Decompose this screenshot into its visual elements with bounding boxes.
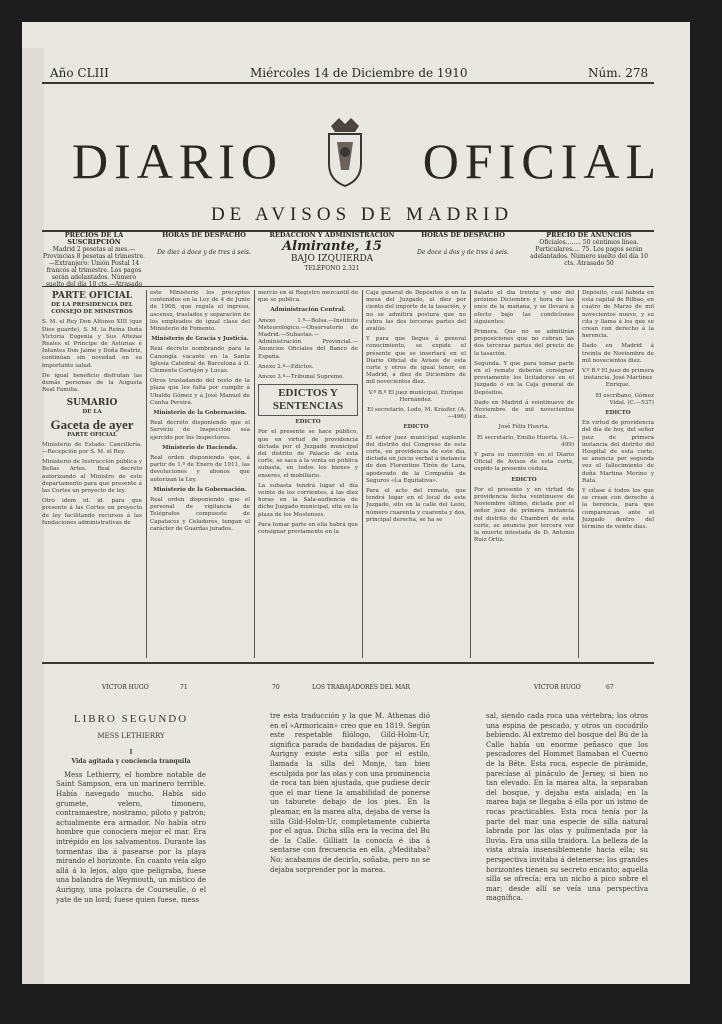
- libro-title: LIBRO SEGUNDO: [73, 713, 189, 725]
- c4-p2: Y para que llegue á general conocimiento, se expide el presente que se insertará en el Diario Oficial de Avisos de esta corte y otros de igual tenor, en Madrid, á diez de Diciembre de mil novecientos diez.: [366, 336, 466, 386]
- number-label: Núm. 278: [588, 66, 649, 80]
- c6-p5: En virtud de providencia del día de hoy, del señor juez de primera instancia del distrito del Hospital de esta corte, se anuncia por segunda vez el fallecimiento de doña Martina Merino y Rata.: [582, 420, 654, 484]
- editorial-title: REDACCIÓN Y ADMINISTRACIÓN: [269, 232, 395, 239]
- c5-p4: Dado en Madrid á veintinueve de Noviembre de mil novecientos diez.: [474, 399, 574, 421]
- folletin-column-3: [486, 712, 648, 984]
- c5-p2: Primera. Que no se admitirán proposiciones que no cubran las dos terceras partes del precio de la tasación.: [474, 329, 574, 357]
- column-2: [150, 290, 250, 660]
- hours-left-box: [152, 232, 256, 286]
- c4-p3: V.º B.º El juez municipal, Enrique Hernández.: [368, 389, 464, 403]
- c5-p7: Y para su inserción en el Diario Oficial de Avisos de esta corte, expido la presente cédula.: [474, 452, 574, 473]
- c5-p6: El secretario, Emilio Huerta. (A.—499): [476, 434, 574, 448]
- gaceta-heading: Gaceta de ayer: [50, 416, 134, 432]
- masthead-subtitle: DE AVISOS DE MADRID: [210, 204, 514, 225]
- editorial-phone: TELÉFONO 2.321: [304, 265, 360, 272]
- c5-p5: José Félix Huerta.: [498, 424, 550, 431]
- c3-h1: Administración Central.: [270, 307, 346, 314]
- ads-text: Oficiales........ 50 céntimos línea. Particulares.... 75. Los pagos serán adelantados. Número suelto del día 10 cts. Atrasado 50: [530, 239, 648, 267]
- c6-p6: Y cítase á todos los que se crean con derecho á la herencia, para que comparezcan ante el Juzgado dentro del término de veinte días.: [582, 488, 654, 531]
- c6-p3: V.º B.º El juez de primera instancia, José Martínez Enrique.: [582, 368, 654, 389]
- c3-p3: Anexo 2.º—Edictos.: [258, 363, 314, 370]
- editorial-box: [262, 232, 402, 286]
- c1-p4: Ministerio de Instrucción pública y Bellas Artes. Real decreto autorizando al Ministro de este departamento para que presente á las Cortes un proyecto de ley.: [42, 459, 142, 495]
- masthead-left: DIARIO: [72, 133, 283, 189]
- hours-right-box: [408, 232, 518, 286]
- column-3: [258, 290, 358, 660]
- date-label: Miércoles 14 de Diciembre de 1910: [250, 66, 468, 80]
- hours-right-title: HORAS DE DESPACHO: [421, 232, 505, 239]
- folletin-text-3: sal, siendo cada roca una vértebra; los otros una espina de pescado, y otros un cocodrilo bebiendo. Al extremo del bosque del Bú de la Calle había un enorme peñasco que los pescadores del Hommet llamaban el Cuerno de la Bête. Esta roca, especie de pirámide, parecíase al pináculo de Jersey, si bien no tan elevado. En la marea alta, la separaban del bosque, y dejaba esta aislada; en la marea baja se llegaba á ella por un istmo de rocas practicables. Esta roca tenía por la parte del mar una especie de silla natural labrada por las olas y pulimentada por la lluvia. Era una silla traidora. La belleza de la vista atraía insensiblemente hacia ella; su perspectiva invitaba á detenerse; los grandes horizontes tienen su secreto encanto; aquella silla se ofrecía; era un nicho á pico sobre el mar; desde allí se veía una perspectiva magnífica.: [486, 712, 648, 903]
- c5-edicto: EDICTO: [511, 476, 537, 483]
- column-separator: [146, 290, 147, 658]
- prices-box: [42, 232, 146, 286]
- coat-of-arms-icon: [319, 112, 371, 192]
- page-mid: 70: [272, 684, 280, 691]
- folletin-rule: [42, 662, 654, 664]
- c3-p4: Anexo 3.º—Tribunal Supremo.: [258, 374, 345, 381]
- c2-p3: Otros trasladando del resto de la plaza que les falta por cumplir á Ubaldo Gómez y á José Manuel de Cunha Pereira.: [150, 378, 250, 406]
- column-separator: [254, 290, 255, 658]
- c3-p1: mercio en el Registro mercantil de que se publica.: [258, 290, 358, 304]
- c6-p2: Dado en Madrid á treinta de Noviembre de mil novecientos diez.: [582, 343, 654, 364]
- newspaper-page: [22, 22, 690, 984]
- c4-p5: El señor juez municipal suplente del distrito del Congreso de esta corte, en providencia de este día, dictada en juicio verbal á instancia de don Florentino Tirón de Lara, apoderado de la Compañía de Seguros «La Equitativa».: [366, 434, 466, 484]
- column-separator: [578, 290, 579, 658]
- header-rule: [42, 82, 654, 84]
- c3-edicto: EDICTO: [295, 419, 321, 426]
- c5-p3: Segunda. Y que para tomar parte en el remate deberán consignar previamente los licitadores en el Juzgado ó en la Caja general de Depósitos.: [474, 360, 574, 396]
- c5-p1: ñalado el día treinta y uno del próximo Diciembre y hora de las once de la mañana, y se llevará á efecto bajo las condiciones siguientes:: [474, 290, 574, 325]
- c2-p1: este Ministerio los preceptos contenidos en la Ley de 4 de Junio de 1908, que regula el ingreso, ascenso, traslados y separación de los empleados de igual clase del Ministerio de Fomento.: [150, 290, 250, 333]
- presidencia-heading: DE LA PRESIDENCIA DEL CONSEJO DE MINISTROS: [51, 302, 133, 316]
- background-bottom: [0, 984, 722, 1024]
- folletin-column-1: [56, 712, 206, 984]
- c3-p7: Para tomar parte en ella habrá que consignar previamente en la: [258, 521, 358, 536]
- ads-title: PRECIO DE ANUNCIOS: [546, 232, 632, 239]
- c4-edicto: EDICTO: [403, 424, 429, 431]
- c2-h3: Ministerio de Hacienda.: [162, 444, 238, 451]
- column-4: [366, 290, 466, 660]
- header-row: [50, 66, 650, 88]
- left-page-edge: [22, 48, 44, 984]
- c6-p1: Depósito, cuál habida en esta capital de Bilbao, en cuatro de Marzo de mil novecientos nueve, y su cita y llama á los que se crean con derecho á la herencia.: [582, 290, 654, 340]
- c2-p4: Real decreto disponiendo que el Servicio de Inspección sea ejercido por los Inspectores.: [150, 420, 250, 441]
- column-separator: [362, 290, 363, 658]
- folletin-text-1: Mess Lethierry, el hombre notable de Saint Sampson, era un marinero terrible. Había navegado mucho. Había sido grumete, velero, timonero, contramaestre, nostramo, piloto y patrón; actualmente era armador. No había otro hombre que conociera mejor el mar. Era intrépido en los salvamentos. Durante las tormentas iba á pasearse por la playa mirando el horizonte. En cuanto veía algo allá á lo lejos, algo que peligraba, fuese una balandra de Weymouth, un místico de Aurigny, una polacra de Courseulle, ó el yate de un lord; fuese quien fuese, mess: [56, 770, 206, 904]
- chapter-title: Vida agitada y conciencia tranquila: [71, 758, 191, 766]
- boxes-bottom-rule: [42, 286, 654, 287]
- column-1: [42, 290, 142, 660]
- page-right: 67: [606, 684, 614, 691]
- hours-left-title: HORAS DE DESPACHO: [162, 232, 246, 239]
- title-mid: LOS TRABAJADORES DEL MAR: [312, 684, 410, 691]
- page-left: 71: [180, 684, 188, 691]
- prices-text: Madrid 2 pesetas al mes.—Provincias 8 pesetas al trimestre.—Extranjero: Unión Postal 14 francos al trimestre. Los pagos serán adelantados. Número suelto del día 10 cts.—Atrasado: [43, 246, 145, 286]
- c2-h1: Ministerio de Gracia y Justicia.: [151, 336, 249, 343]
- c2-p5: Real orden disponiendo que, á partir de 1.º de Enero de 1911, las devoluciones y abonos que autorizan la Ley.: [150, 455, 250, 483]
- column-separator: [470, 290, 471, 658]
- c6-edicto: EDICTO: [605, 410, 631, 417]
- c4-p4: El secretario, Lodo, M. Krasfer. (A.—496): [367, 407, 466, 421]
- folletin-column-2: [270, 712, 430, 984]
- masthead-right: OFICIAL: [422, 133, 662, 189]
- c1-p3: Ministerio de Estado: Cancillería.—Recepción por S. M. el Rey.: [42, 441, 142, 456]
- c1-p1: S. M. el Rey Don Alfonso XIII (que Dios guarde), S. M. la Reina Doña Victoria Eugenia y Sus Altezas Reales el Príncipe de Asturias é Infantes Don Jaime y Doña Beatriz, continúan sin novedad en su importante salud.: [42, 319, 142, 369]
- sumario-heading: SUMARIO: [66, 398, 118, 409]
- chapter-number: I: [129, 748, 133, 756]
- parte-oficial-sub: PARTE OFICIAL: [67, 431, 117, 438]
- editorial-floor: BAJO IZQUIERDA: [290, 254, 374, 264]
- year-label: Año CLIII: [50, 66, 109, 80]
- c3-p5: Por el presente se hace público, que en virtud de providencia dictada por el Juzgado municipal del distrito de Palacio de esta corte, se saca á la venta en pública subasta, en todos los bienes y enseres, el mobiliario.: [258, 429, 358, 479]
- hours-right-text: De doce á dos y de tres á seis.: [417, 249, 509, 256]
- c3-p2: Anexo 1.º—Bolsa.—Instituto Meteorológico.—Observatorio de Madrid.—Subastas.—Administración Provincial.—Anuncios Oficiales del Banco de España.: [258, 317, 358, 360]
- parte-oficial-heading: PARTE OFICIAL: [51, 291, 133, 301]
- folio-left: VÍCTOR HUGO: [102, 684, 149, 691]
- folio-right: VÍCTOR HUGO: [534, 684, 581, 691]
- sumario-sub: DE LA: [82, 409, 102, 416]
- c2-p6: Real orden disponiendo que el personal de vigilancia de Telégrafos compuesto de Capataces y Celadores, tengan el carácter de Guardas jurados.: [150, 497, 250, 532]
- c5-p8: Por el presente y en virtud de providencia fecha veintinueve de Noviembre último, dictada por el señor juez de primera instancia del distrito de Chamberí de esta corte, se anuncia por tercera vez la muerte intestada de D. Antonio Ruiz Ortiz.: [474, 486, 574, 544]
- column-5: [474, 290, 574, 660]
- c4-p6: Para el acto del remate, que tendrá lugar en el local de este Juzgado, sito en la calle del León, número cuarenta y cuarenta y dos, principal derecha, se ha se: [366, 488, 466, 523]
- hours-left-text: De diez á doce y de tres á seis.: [157, 249, 251, 256]
- editorial-street: Almirante, 15: [282, 239, 382, 254]
- c6-p4: El escribano, Gómez Vidal. (C.—537): [595, 392, 654, 406]
- c2-h4: Ministerio de la Gobernación.: [153, 486, 247, 493]
- c3-p6: La subasta tendrá lugar el día veinte de los corrientes, á las diez horas en la Sala-audiencia de dicho Juzgado municipal, sita en la plaza de los Mostenses.: [258, 482, 358, 518]
- c1-p2: De igual beneficio disfrutan las demás personas de la Augusta Real Familia.: [42, 372, 142, 394]
- c1-p5: Otro idem id. id. para que presente á las Cortes un proyecto de ley facilitando recursos á las fundaciones administrativas de: [42, 498, 142, 526]
- edictos-heading: EDICTOS Y SENTENCIAS: [258, 384, 358, 416]
- column-6: [582, 290, 654, 660]
- c4-p1: Caja general de Depósitos ó en la mesa del Juzgado, el diez por ciento del importe de la tasación, y no se admitirá postura que no cubra las dos terceras partes del avalúo.: [366, 290, 466, 333]
- c2-h2: Ministerio de la Gobernación.: [153, 410, 247, 417]
- folletin-text-2: tre esta traducción y la que M. Athenas dió en el «Armoricain» creo que en 1819. Según este respetable filólogo, Gild-Holm-Ur, significa parada de bandadas de pájaros. En Aurigny existe esta silla por el estilo, llamada la silla del Monje, tan bien esculpida por las olas y con una prominencia de roca tan bien ajustada, que pudiese decir que el mar tiene la amabilidad de ponerse un taburete debajo de los pies. En la pleamar, en la marea alta, dejaba de verse la silla Gild-Holm-Ur, completamente cubierta por el agua. Dicha silla era la vecina del Bú de la Calle. Gilliatt la conocía é iba á sentarse con frecuencia en ella. ¿Meditaba? No; acabamos de decirlo, soñaba, pero no se dejaba sorprender por la marea.: [270, 712, 430, 874]
- libro-subtitle: MESS LETHIERRY: [97, 732, 165, 740]
- c2-p2: Real decreto nombrando para la Canongía vacante en la Santa Iglesia Catedral de Barcelona á D. Clemente Cortejón y Lucas.: [150, 346, 250, 375]
- ads-box: [524, 232, 654, 286]
- prices-title: PRECIOS DE LA SUSCRIPCIÓN: [64, 232, 124, 246]
